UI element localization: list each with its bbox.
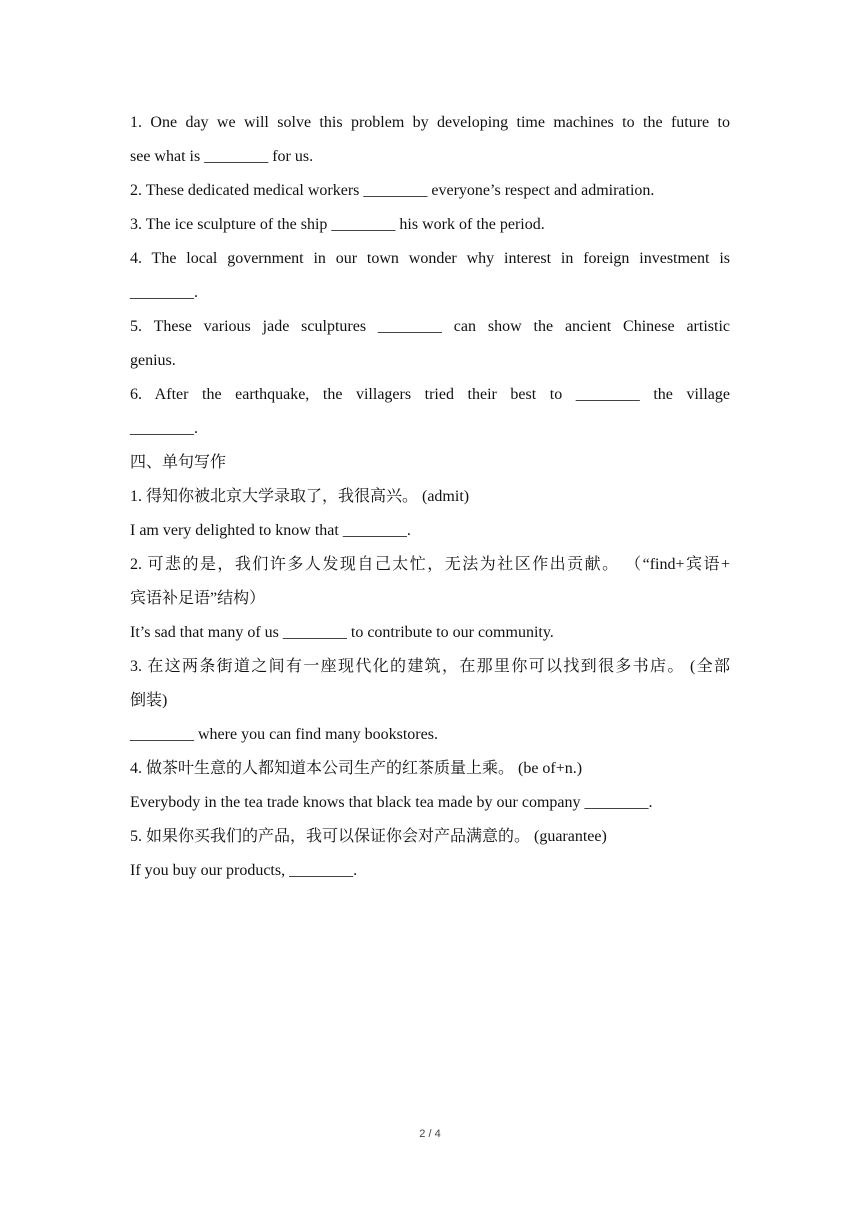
writing-item-2-prompt-line1: 2. 可悲的是，我们许多人发现自己太忙，无法为社区作出贡献。 （“find+宾语+ <box>130 556 730 573</box>
fill-in-q5-line1: 5. These various jade sculptures ________ can show the ancient Chinese artistic <box>130 318 730 335</box>
fill-in-q1-line1: 1. One day we will solve this problem by developing time machines to the future to <box>130 114 730 131</box>
fill-in-q2: 2. These dedicated medical workers ________ everyone’s respect and admiration. <box>130 182 655 199</box>
writing-item-1-prompt: 1. 得知你被北京大学录取了，我很高兴。 (admit) <box>130 488 470 505</box>
writing-item-3-prompt-line2: 倒装) <box>130 692 168 709</box>
fill-in-q6-line1: 6. After the earthquake, the villagers tried their best to ________ the village <box>130 386 730 403</box>
writing-item-5-sentence: If you buy our products, ________. <box>130 862 358 879</box>
writing-item-2-prompt-line2: 宾语补足语”结构） <box>130 590 266 607</box>
fill-in-q5-line2: genius. <box>130 352 176 369</box>
fill-in-q4-line2: ________. <box>130 284 198 301</box>
fill-in-q1-line2: see what is ________ for us. <box>130 148 314 165</box>
writing-item-4-sentence: Everybody in the tea trade knows that black tea made by our company ________. <box>130 794 653 811</box>
fill-in-q4-line1: 4. The local government in our town wonder why interest in foreign investment is <box>130 250 730 267</box>
writing-item-1-sentence: I am very delighted to know that ________. <box>130 522 411 539</box>
writing-item-2-sentence: It’s sad that many of us ________ to contribute to our community. <box>130 624 554 641</box>
writing-item-4-prompt: 4. 做茶叶生意的人都知道本公司生产的红茶质量上乘。 (be of+n.) <box>130 760 583 777</box>
writing-item-5-prompt: 5. 如果你买我们的产品，我可以保证你会对产品满意的。 (guarantee) <box>130 828 607 845</box>
writing-item-3-sentence: ________ where you can find many bookstores. <box>130 726 438 743</box>
fill-in-q3: 3. The ice sculpture of the ship ________ his work of the period. <box>130 216 545 233</box>
fill-in-q6-line2: ________. <box>130 420 198 437</box>
page-number: 2 / 4 <box>419 1128 441 1140</box>
section-heading: 四、单句写作 <box>130 454 227 471</box>
document-body <box>130 106 730 888</box>
writing-item-3-prompt-line1: 3. 在这两条街道之间有一座现代化的建筑，在那里你可以找到很多书店。 (全部 <box>130 658 730 675</box>
